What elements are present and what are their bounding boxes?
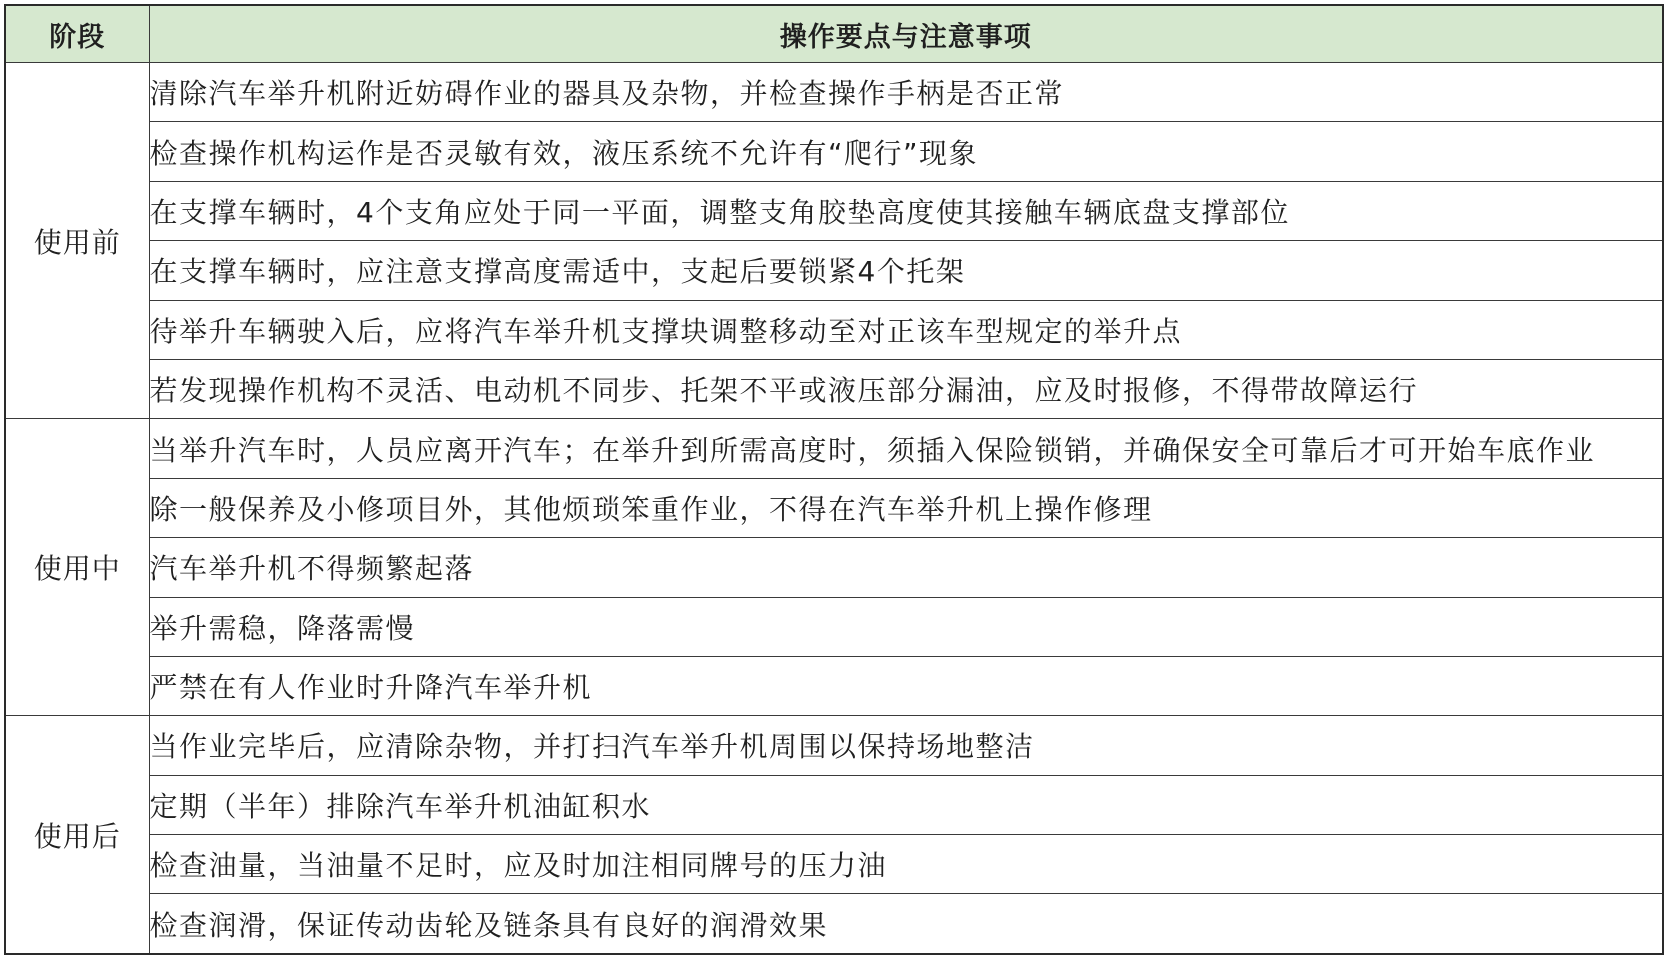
table-row	[5, 63, 1663, 122]
stage-before-use: 使用前	[5, 63, 149, 419]
table-row	[5, 300, 1663, 359]
table-row	[5, 597, 1663, 656]
table-row	[5, 478, 1663, 537]
item-cell: 若发现操作机构不灵活、电动机不同步、托架不平或液压部分漏油，应及时报修，不得带故障运行	[149, 359, 1663, 418]
item-cell: 在支撑车辆时，应注意支撑高度需适中，支起后要锁紧4个托架	[149, 241, 1663, 300]
item-cell: 当举升汽车时，人员应离开汽车；在举升到所需高度时，须插入保险锁销，并确保安全可靠后才可开始车底作业	[149, 419, 1663, 478]
table-row	[5, 894, 1663, 954]
stage-after-use: 使用后	[5, 716, 149, 954]
item-cell: 待举升车辆驶入后，应将汽车举升机支撑块调整移动至对正该车型规定的举升点	[149, 300, 1663, 359]
header-row	[5, 5, 1663, 63]
item-cell: 清除汽车举升机附近妨碍作业的器具及杂物，并检查操作手柄是否正常	[149, 63, 1663, 122]
item-cell: 检查润滑，保证传动齿轮及链条具有良好的润滑效果	[149, 894, 1663, 954]
stage-during-use: 使用中	[5, 419, 149, 716]
table-row	[5, 656, 1663, 715]
item-cell: 当作业完毕后，应清除杂物，并打扫汽车举升机周围以保持场地整洁	[149, 716, 1663, 775]
table-body	[5, 63, 1663, 955]
table-row	[5, 716, 1663, 775]
table-row	[5, 181, 1663, 240]
header-points: 操作要点与注意事项	[149, 5, 1663, 63]
table-row	[5, 359, 1663, 418]
item-cell: 严禁在有人作业时升降汽车举升机	[149, 656, 1663, 715]
item-cell: 除一般保养及小修项目外，其他烦琐笨重作业，不得在汽车举升机上操作修理	[149, 478, 1663, 537]
table-row	[5, 419, 1663, 478]
table-row	[5, 538, 1663, 597]
header-stage: 阶段	[5, 5, 149, 63]
table-row	[5, 775, 1663, 834]
operations-table	[4, 4, 1664, 955]
item-cell: 举升需稳，降落需慢	[149, 597, 1663, 656]
item-cell: 定期（半年）排除汽车举升机油缸积水	[149, 775, 1663, 834]
table-row	[5, 835, 1663, 894]
table-row	[5, 241, 1663, 300]
table-row	[5, 122, 1663, 181]
item-cell: 检查油量，当油量不足时，应及时加注相同牌号的压力油	[149, 835, 1663, 894]
item-cell: 检查操作机构运作是否灵敏有效，液压系统不允许有“爬行”现象	[149, 122, 1663, 181]
item-cell: 在支撑车辆时，4个支角应处于同一平面，调整支角胶垫高度使其接触车辆底盘支撑部位	[149, 181, 1663, 240]
table-header	[5, 5, 1663, 63]
item-cell: 汽车举升机不得频繁起落	[149, 538, 1663, 597]
